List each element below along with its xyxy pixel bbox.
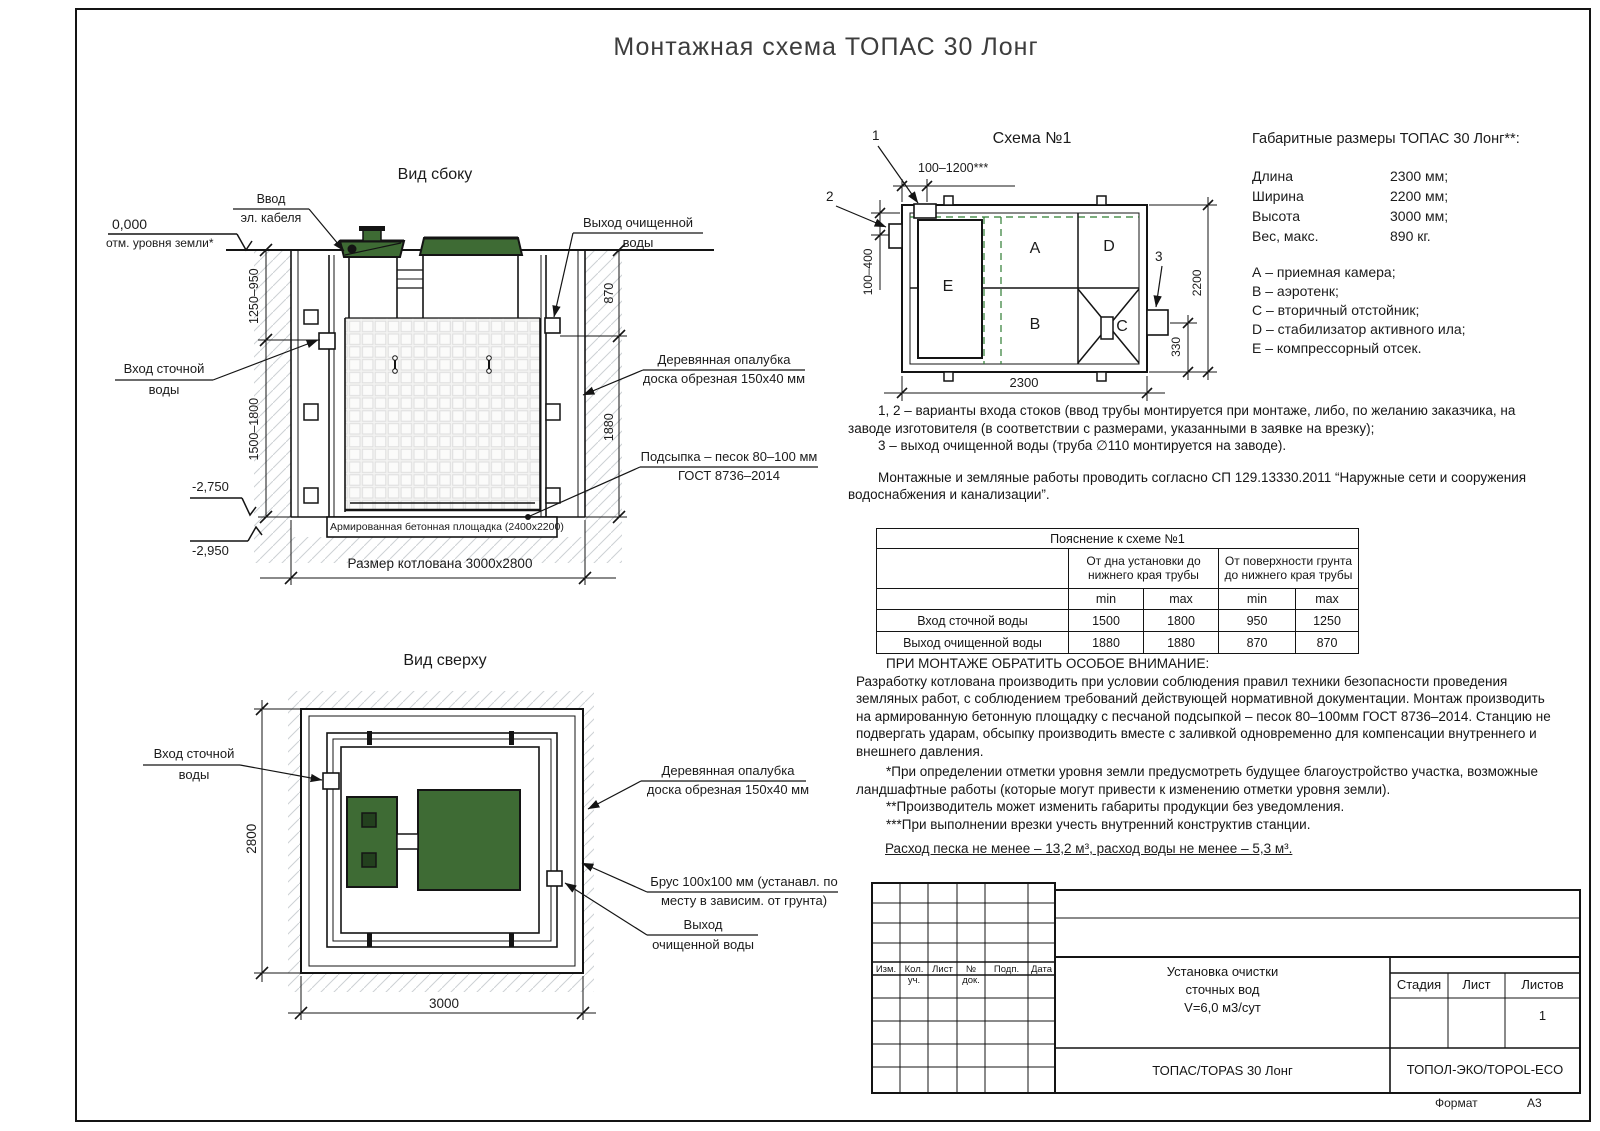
callout-3: 3 xyxy=(1155,249,1163,264)
sand-label2: ГОСТ 8736–2014 xyxy=(677,468,780,483)
spec-value-length: 2300 мм; xyxy=(1390,168,1449,184)
tb-ndok: № док. xyxy=(962,964,980,986)
dim-2200: 2200 xyxy=(1190,269,1205,297)
spec-value-weight: 890 кг. xyxy=(1390,228,1431,244)
col-max-2: max xyxy=(1296,589,1359,610)
spec-label-weight: Вес, макс. xyxy=(1252,228,1319,244)
dim-1500-1800: 1500–1800 xyxy=(246,397,261,461)
legend-d: D – стабилизатор активного ила; xyxy=(1252,321,1466,337)
warning-title: ПРИ МОНТАЖЕ ОБРАТИТЬ ОСОБОЕ ВНИМАНИЕ: xyxy=(886,656,1210,671)
footnotes xyxy=(856,763,1554,833)
plan-inlet-label: Вход сточной xyxy=(153,746,235,761)
side-view-title: Вид сбоку xyxy=(397,166,473,183)
note-variants-1: 1, 2 – варианты входа стоков (ввод трубы монтируется при монтаже, либо, по желанию заказчика, на заводе изготовителя (в соответствии с размерами, указанными в заявке на врезку); xyxy=(848,403,1516,436)
dim-1880: 1880 xyxy=(601,413,616,442)
company-name: ТОПОЛ-ЭКО/TOPOL-ECO xyxy=(1406,1062,1564,1077)
formwork-label: Деревянная опалубка xyxy=(657,352,791,367)
plan-formwork-label2: доска обрезная 150х40 мм xyxy=(646,782,810,797)
inlet-label: Вход сточной xyxy=(123,361,205,376)
doc-name-1: Установка очистки xyxy=(1166,964,1279,979)
inlet-label2: воды xyxy=(148,382,180,397)
tb-izm: Изм. xyxy=(875,964,897,975)
footnote-3: ***При выполнении врезки учесть внутренний конструктив станции. xyxy=(886,816,1311,832)
dim-1250-950: 1250–950 xyxy=(246,268,261,324)
dim-100-1200: 100–1200*** xyxy=(918,161,989,175)
schema-title: Схема №1 xyxy=(992,130,1072,147)
note-works: Монтажные и земляные работы проводить согласно СП 129.13330.2011 “Наружные сети и сооружения водоснабжения и канализации”. xyxy=(848,469,1527,502)
green-lid-plan-icon xyxy=(347,790,520,890)
tb-list: Лист xyxy=(932,964,953,975)
tb-kol: Кол. уч. xyxy=(904,964,924,986)
table-title: Пояснение к схеме №1 xyxy=(877,529,1359,549)
col-max-1: max xyxy=(1144,589,1219,610)
consumption-note: Расход песка не менее – 13,2 м³, расход воды не менее – 5,3 м³. xyxy=(885,841,1293,856)
spec-label-length: Длина xyxy=(1252,168,1293,184)
outlet-label2: воды xyxy=(622,235,654,250)
compartment-c: C xyxy=(1116,318,1128,335)
callout-2: 2 xyxy=(826,189,834,204)
dim-3000: 3000 xyxy=(428,996,460,1011)
legend-e: Е – компрессорный отсек. xyxy=(1252,340,1422,356)
inlet-pipe-side xyxy=(319,333,335,349)
doc-name-3: V=6,0 м3/сут xyxy=(1184,1000,1261,1015)
spec-value-height: 3000 мм; xyxy=(1390,208,1449,224)
table-group-1: От дна установки до нижнего края трубы xyxy=(1069,549,1219,589)
installation-warning xyxy=(856,655,1554,760)
warning-body: Разработку котлована производить при условии соблюдения правил техники безопасности проведения земляных работ, с соблюдением требований действующей нормативной документации. Монтаж производить на армированную бетонную площадку с песчаной подсыпкой – песок 80–100мм ГОСТ 8736–2014. Станцию не подвергать ударам, обсыпку производить вместе с заливкой одновременно для компенсации внутреннего и внешнего давления. xyxy=(856,673,1551,759)
dim-2300: 2300 xyxy=(1009,375,1039,390)
tb-podp: Подп. xyxy=(993,964,1020,975)
plan-formwork-label: Деревянная опалубка xyxy=(661,763,795,778)
spec-label-width: Ширина xyxy=(1252,188,1304,204)
outlet-pipe-side xyxy=(545,318,560,333)
page-title: Монтажная схема ТОПАС 30 Лонг xyxy=(613,33,1039,61)
tb-data: Дата xyxy=(1030,964,1053,975)
dim-870: 870 xyxy=(601,282,616,304)
spec-label-height: Высота xyxy=(1252,208,1301,224)
dim-330: 330 xyxy=(1169,336,1184,357)
ground-level-note: отм. уровня земли* xyxy=(106,236,214,250)
legend-b: В – аэротенк; xyxy=(1252,283,1339,299)
footnote-1: *При определении отметки уровня земли предусмотреть будущее благоустройство участка, возможные ландшафтные работы (которые могут привести к изменению отметки уровня земли). xyxy=(856,764,1539,797)
sheets-label: Листов xyxy=(1521,977,1564,992)
legend-c: С – вторичный отстойник; xyxy=(1252,302,1420,318)
schema-drawing xyxy=(836,146,1217,401)
compartment-a: A xyxy=(1029,240,1041,257)
cable-entry-label2: эл. кабеля xyxy=(240,211,302,225)
sheet-label: Лист xyxy=(1462,977,1491,992)
sand-label: Подсыпка – песок 80–100 мм xyxy=(640,449,818,464)
top-view-title: Вид сверху xyxy=(403,652,487,669)
schema-notes xyxy=(848,402,1554,504)
compartment-b: B xyxy=(1029,316,1041,333)
dim-100-400: 100–400 xyxy=(861,248,876,296)
dim-2800: 2800 xyxy=(244,823,260,854)
formwork-label2: доска обрезная 150х40 мм xyxy=(642,371,806,386)
legend-a: А – приемная камера; xyxy=(1252,264,1396,280)
concrete-pad-label: Армированная бетонная площадка (2400х2200) xyxy=(330,521,564,533)
pit-size-label: Размер котлована 3000х2800 xyxy=(347,556,533,571)
compartment-d: D xyxy=(1103,238,1115,255)
stage-label: Стадия xyxy=(1396,977,1442,992)
col-min-1: min xyxy=(1069,589,1144,610)
sheets-value: 1 xyxy=(1538,1008,1547,1023)
table-group-2: От поверхности грунта до нижнего края трубы xyxy=(1219,549,1359,589)
compartment-e: E xyxy=(942,278,954,295)
callout-1: 1 xyxy=(872,128,880,143)
plan-outlet-label: Выход xyxy=(683,917,723,932)
specs-title: Габаритные размеры ТОПАС 30 Лонг**: xyxy=(1252,131,1520,147)
table-row: Выход очищенной воды 1880 1880 870 870 xyxy=(877,632,1359,654)
plan-inlet-label2: воды xyxy=(178,767,210,782)
plan-outlet-label2: очищенной воды xyxy=(652,937,754,952)
format-value: А3 xyxy=(1527,1096,1542,1110)
beam-label2: месту в зависим. от грунта) xyxy=(660,893,828,908)
schema-explanation-table xyxy=(876,528,1359,654)
cable-entry-label: Ввод xyxy=(256,192,286,206)
table-row: Вход сточной воды 1500 1800 950 1250 xyxy=(877,610,1359,632)
doc-name-2: сточных вод xyxy=(1185,982,1260,997)
ground-level-mark: 0,000 xyxy=(112,216,148,232)
green-lid-icon xyxy=(340,226,522,257)
footnote-2: **Производитель может изменить габариты продукции без уведомления. xyxy=(886,799,1345,814)
col-min-2: min xyxy=(1219,589,1296,610)
beam-label: Брус 100х100 мм (устанавл. по xyxy=(650,874,838,889)
level-2750: -2,750 xyxy=(192,479,229,494)
outlet-label: Выход очищенной xyxy=(582,215,694,230)
inlet-pipe-plan xyxy=(323,773,339,789)
note-variants-2: 3 – выход очищенной воды (труба ∅110 монтируется на заводе). xyxy=(878,438,1287,453)
format-label: Формат xyxy=(1435,1096,1478,1110)
spec-value-width: 2200 мм; xyxy=(1390,188,1449,204)
product-name: ТОПАС/TOPAS 30 Лонг xyxy=(1152,1063,1293,1078)
level-2950: -2,950 xyxy=(192,543,229,558)
outlet-pipe-plan xyxy=(547,871,562,886)
